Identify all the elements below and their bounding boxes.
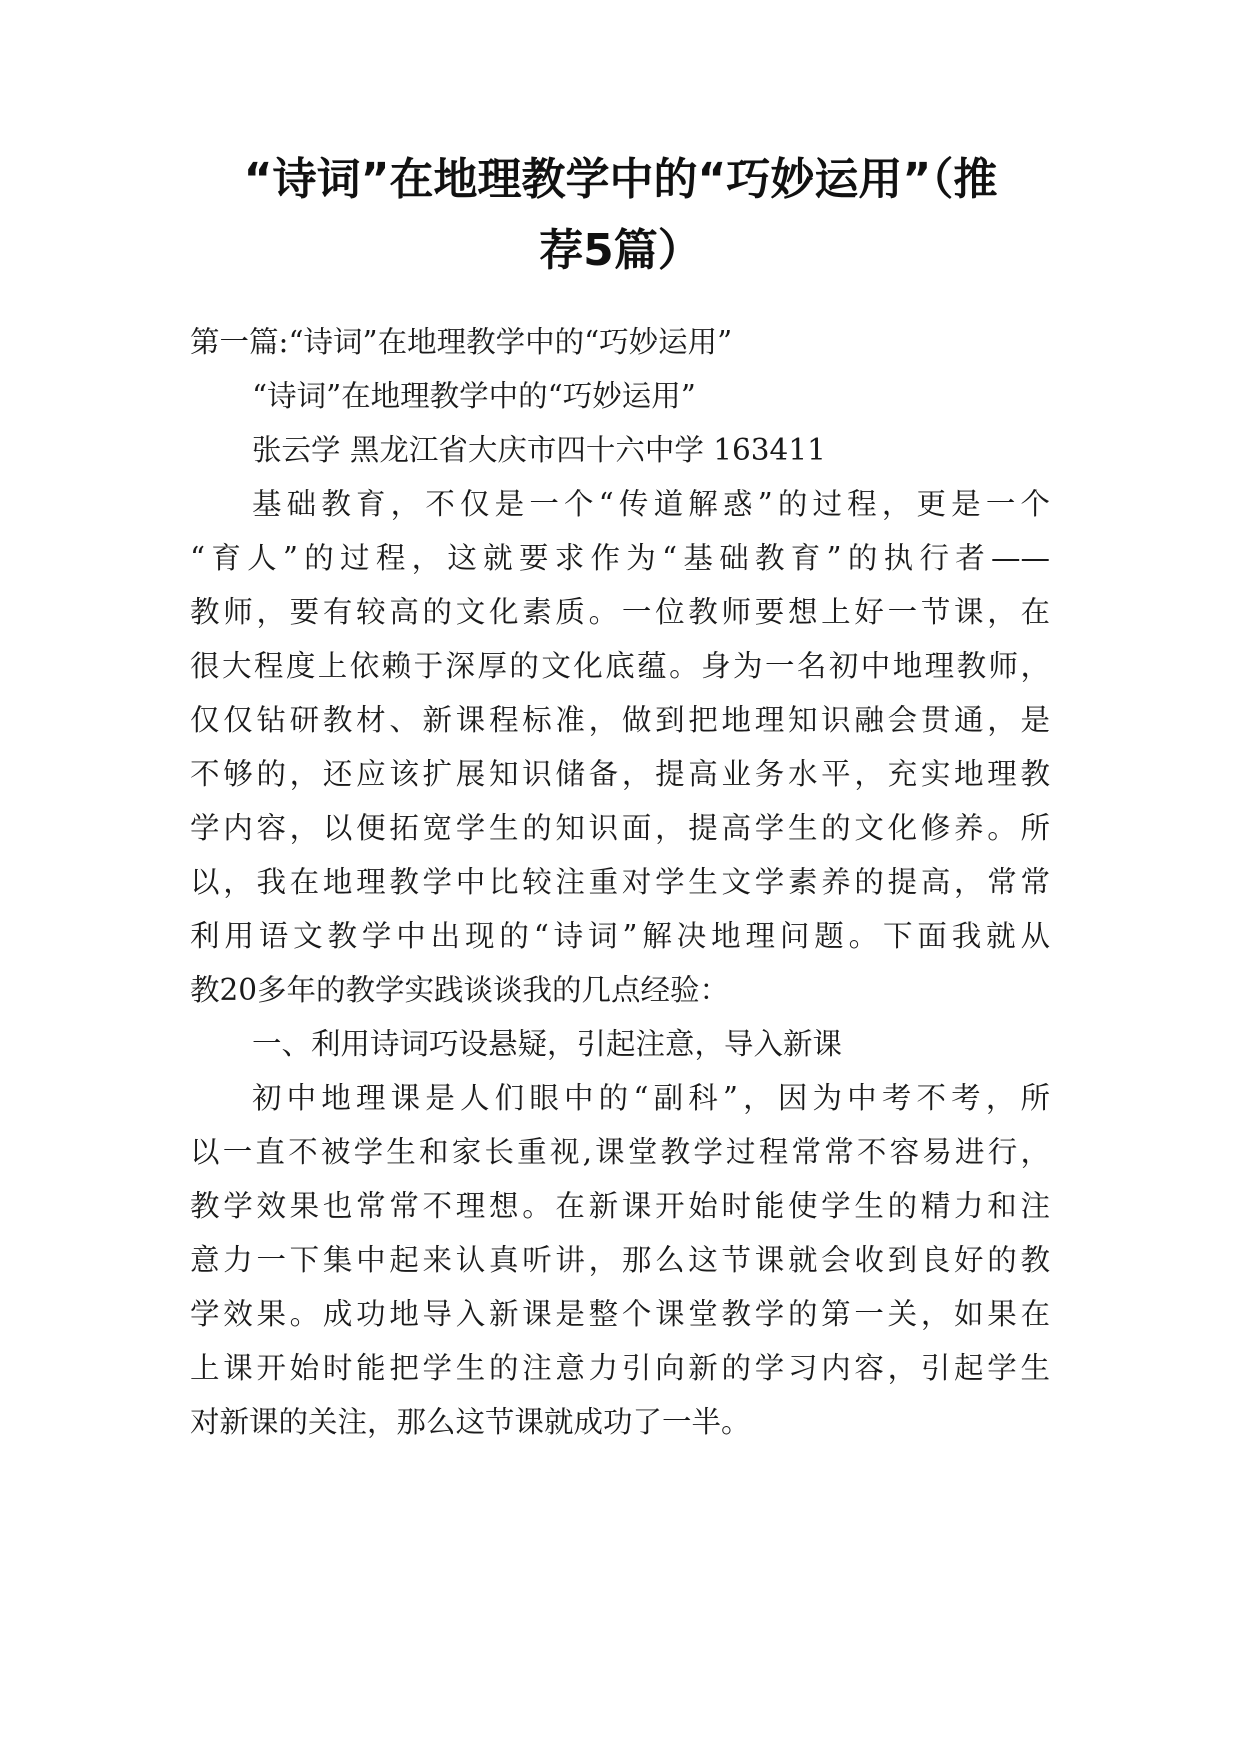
paragraph-line: 仅仅钻研教材、新课程标准，做到把地理知识融会贯通，是 [190,703,1050,737]
paragraph-line: 意力一下集中起来认真听讲，那么这节课就会收到良好的教 [190,1243,1050,1277]
paragraph-line: 学效果。成功地导入新课是整个课堂教学的第一关，如果在 [190,1297,1050,1331]
author-line: 张云学 黑龙江省大庆市四十六中学 163411 [252,433,826,467]
paragraph-line: “育人”的过程，这就要求作为“基础教育”的执行者—— [190,541,1050,575]
paragraph-line: 不够的，还应该扩展知识储备，提高业务水平，充实地理教 [190,757,1050,791]
article-title: “诗词”在地理教学中的“巧妙运用” [252,379,696,413]
document-title-line-1: “诗词”在地理教学中的“巧妙运用”（推 [243,154,998,205]
paragraph-line: 以，我在地理教学中比较注重对学生文学素养的提高，常常 [190,865,1050,899]
paragraph-line: 对新课的关注，那么这节课就成功了一半。 [190,1405,751,1439]
paragraph-line: 很大程度上依赖于深厚的文化底蕴。身为一名初中地理教师， [190,649,1050,683]
paragraph-line: 教20多年的教学实践谈谈我的几点经验： [190,973,730,1007]
paragraph-line: 基础教育，不仅是一个“传道解惑”的过程，更是一个 [252,487,1050,521]
paragraph-line: 利用语文教学中出现的“诗词”解决地理问题。下面我就从 [190,919,1050,953]
paragraph-line: 初中地理课是人们眼中的“副科”，因为中考不考，所 [252,1081,1050,1115]
paragraph-line: 教学效果也常常不理想。在新课开始时能使学生的精力和注 [190,1189,1050,1223]
paragraph-line: 学内容，以便拓宽学生的知识面，提高学生的文化修养。所 [190,811,1050,845]
section-heading: 第一篇:“诗词”在地理教学中的“巧妙运用” [190,325,733,359]
document-title-line-2: 荐5篇） [539,225,702,276]
paragraph-line: 教师，要有较高的文化素质。一位教师要想上好一节课，在 [190,595,1050,629]
paragraph-line: 以一直不被学生和家长重视,课堂教学过程常常不容易进行， [190,1135,1050,1169]
paragraph-line: 上课开始时能把学生的注意力引向新的学习内容，引起学生 [190,1351,1050,1385]
subheading: 一、利用诗词巧设悬疑，引起注意，导入新课 [252,1027,843,1061]
